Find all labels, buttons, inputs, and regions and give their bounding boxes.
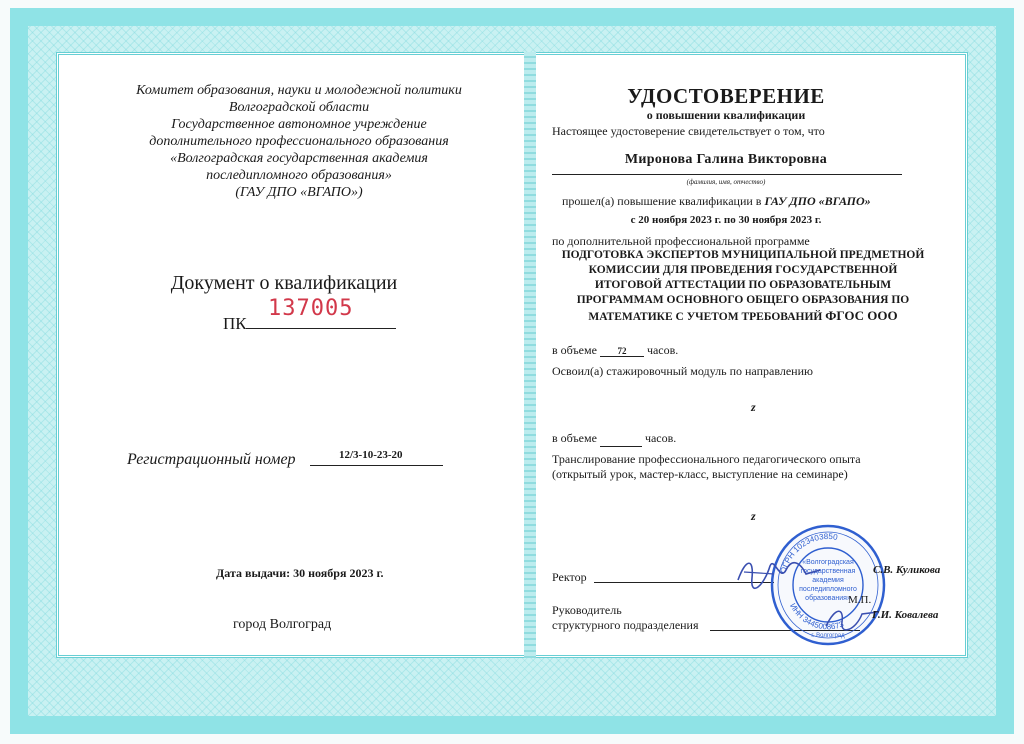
rector-signature (734, 552, 824, 592)
volume2-blank (600, 431, 642, 447)
seal-org-line: академия (812, 577, 844, 584)
program-line: ИТОГОВОЙ АТТЕСТАЦИИ ПО ОБРАЗОВАТЕЛЬНЫМ (594, 279, 892, 291)
department-head-label (552, 603, 699, 633)
head-line: структурного подразделения (552, 618, 699, 632)
internship-text: Освоил(а) стажировочный модуль по направлению (552, 364, 813, 378)
seal-inn: ИНН 3445008673 (788, 601, 845, 632)
experience-translation (552, 452, 861, 482)
translation-line: Транслирование профессионального педагогического опыта (552, 452, 861, 466)
volume2-suffix: часов. (644, 431, 677, 445)
certifies-text: Настоящее удостоверение свидетельствует о том, что (552, 124, 825, 138)
training-dates: с 20 ноября 2023 г. по 30 ноября 2023 г. (630, 214, 822, 226)
program-line: ПОДГОТОВКА ЭКСПЕРТОВ МУНИЦИПАЛЬНОЙ ПРЕДМЕТНОЙ (561, 249, 925, 261)
internship-z-mark: z (751, 400, 756, 414)
seal-org-line: последипломного (799, 586, 857, 593)
program-volume (552, 343, 678, 358)
issuer-line: дополнительного профессионального образования (149, 134, 449, 149)
seal-placeholder: М.П. (848, 594, 872, 606)
rector-name: С.В. Куликова (873, 564, 941, 576)
rector-label: Ректор (552, 570, 587, 584)
document-title: Документ о квалификации (170, 272, 398, 294)
volume-hours: 72 (600, 346, 644, 357)
issuer-line: Государственное автономное учреждение (171, 117, 427, 132)
issuer-header (84, 82, 514, 201)
head-name: Г.И. Ковалева (872, 609, 939, 621)
issuer-line: «Волгоградская государственная академия (170, 151, 428, 166)
training-prefix: прошел(а) повышение квалификации в (562, 194, 762, 208)
training-organization: ГАУ ДПО «ВГАПО» (764, 194, 871, 208)
seal-org-line: «Волгоградская (802, 559, 854, 566)
registration-number: 12/3-10-23-20 (339, 449, 403, 461)
program-line: КОМИССИИ ДЛЯ ПРОВЕДЕНИЯ ГОСУДАРСТВЕННОЙ (588, 264, 898, 276)
issuer-line: Комитет образования, науки и молодежной политики (136, 83, 462, 98)
internship-volume (552, 431, 676, 447)
seal-org-line: государственная (800, 568, 856, 575)
program-title (552, 248, 934, 325)
pk-underline (246, 328, 396, 329)
seal-org-line: образования» (805, 595, 851, 602)
holder-name: Миронова Галина Викторовна (624, 152, 828, 167)
program-line-last (552, 308, 934, 325)
translation-z-mark: z (751, 509, 756, 523)
volume-prefix: в объеме (552, 343, 597, 357)
registration-underline (310, 465, 443, 466)
certificate-title: УДОСТОВЕРЕНИЕ (627, 84, 825, 108)
registration-label: Регистрационный номер (127, 451, 296, 468)
issuer-line: (ГАУ ДПО «ВГАПО») (235, 185, 363, 200)
holder-name-underline (552, 174, 902, 175)
volume-suffix: часов. (646, 343, 679, 357)
program-standard: ФГОС ООО (825, 308, 898, 323)
issuer-line: последипломного образования» (206, 168, 392, 183)
pk-serial-number: 137005 (268, 296, 354, 321)
training-statement (562, 194, 871, 209)
issuer-line: Волгоградской области (228, 100, 370, 115)
issue-date: Дата выдачи: 30 ноября 2023 г. (216, 566, 384, 580)
seal-city: г. Волгоград (811, 633, 845, 639)
center-fold-divider (524, 52, 536, 658)
program-line: МАТЕМАТИКЕ С УЧЕТОМ ТРЕБОВАНИЙ (588, 311, 823, 323)
seal-ogrn: ОГРН 1023403850 (778, 531, 839, 575)
volume2-prefix: в объеме (552, 431, 597, 445)
head-line: Руководитель (552, 603, 622, 617)
program-line: ПРОГРАММАМ ОСНОВНОГО ОБЩЕГО ОБРАЗОВАНИЯ ПО (576, 294, 910, 306)
issue-city: город Волгоград (233, 617, 332, 632)
certificate-subtitle: о повышении квалификации (646, 108, 806, 122)
translation-line: (открытый урок, мастер-класс, выступление на семинаре) (552, 467, 848, 481)
holder-name-caption: (фамилия, имя, отчество) (686, 178, 766, 186)
pk-label: ПК (223, 314, 247, 333)
program-intro: по дополнительной профессиональной программе (552, 234, 810, 248)
